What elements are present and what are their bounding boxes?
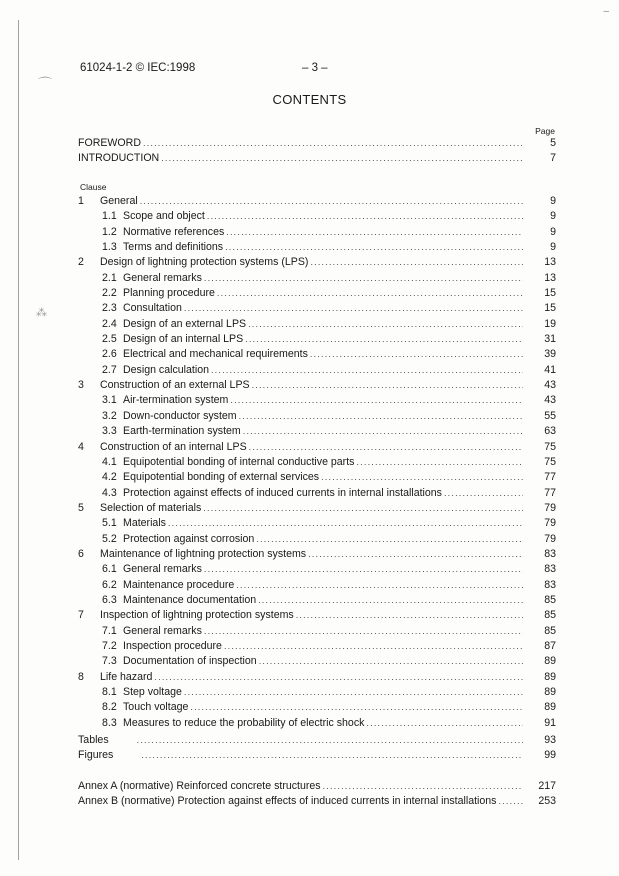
toc-entry-page: 99 <box>544 749 556 762</box>
toc-entry-figures[interactable] <box>78 748 556 763</box>
toc-entry-subclause[interactable] <box>78 639 556 654</box>
toc-entry-number: 4.3 <box>102 486 117 499</box>
toc-entry-page: 13 <box>544 271 556 284</box>
leader-dots <box>498 794 523 809</box>
toc-entry-subclause[interactable] <box>78 455 556 470</box>
toc-entry-number: 2.1 <box>102 271 117 284</box>
toc-entry-page: 91 <box>544 716 556 729</box>
toc-entry-number: 7.1 <box>102 624 117 637</box>
toc-entry-page: 7 <box>550 152 556 165</box>
toc-entry-number: 5.1 <box>102 517 117 530</box>
toc-entry-subclause[interactable] <box>78 393 556 408</box>
toc-entry-label: Touch voltage <box>123 701 189 714</box>
toc-entry-subclause[interactable] <box>78 240 556 255</box>
toc-entry-subclause[interactable] <box>78 685 556 700</box>
toc-entry-clause[interactable] <box>78 440 556 455</box>
toc-entry-page: 77 <box>544 471 556 484</box>
toc-entry-page: 13 <box>544 256 556 269</box>
toc-entry-page: 79 <box>544 532 556 545</box>
toc-entry-number: 3.3 <box>102 425 117 438</box>
toc-entry-label: Figures <box>78 749 114 762</box>
toc-entry-label: Down-conductor system <box>123 409 237 422</box>
toc-entry-page: 77 <box>544 486 556 499</box>
document-reference: 61024-1-2 © IEC:1998 <box>80 62 196 74</box>
leader-dots <box>204 624 523 639</box>
toc-entry-label: Earth-termination system <box>123 425 241 438</box>
toc-entry-page: 41 <box>544 363 556 376</box>
toc-entry-page: 9 <box>550 241 556 254</box>
leader-dots <box>224 639 523 654</box>
toc-entry-label: Step voltage <box>123 686 182 698</box>
toc-entry-label: Maintenance documentation <box>123 593 257 606</box>
toc-entry-subclause[interactable] <box>78 363 556 378</box>
leader-dots <box>239 409 523 424</box>
toc-entry-page: 9 <box>550 225 556 238</box>
toc-entry-label: Terms and definitions <box>123 241 224 254</box>
toc-entry-number: 2.5 <box>102 333 117 346</box>
leader-dots <box>308 547 523 562</box>
toc-entry-label: INTRODUCTION <box>78 152 160 165</box>
toc-entry-page: 85 <box>544 609 556 622</box>
toc-entry-clause[interactable] <box>78 608 556 623</box>
toc-entry-label: Electrical and mechanical requirements <box>123 348 308 361</box>
toc-entry-number: 4.2 <box>102 471 117 484</box>
toc-entry-annex-b[interactable] <box>78 794 556 809</box>
toc-entry-number: 1 <box>78 195 84 207</box>
leader-dots <box>256 532 523 547</box>
toc-entry-number: 8.3 <box>102 716 117 729</box>
toc-entry-number: 3.1 <box>102 394 117 407</box>
toc-entry-number: 2.2 <box>102 287 117 300</box>
toc-entry-label: Design of lightning protection systems (LPS) <box>100 256 309 269</box>
toc-entry-page: 55 <box>544 409 556 422</box>
toc-entry-subclause[interactable] <box>78 700 556 715</box>
toc-entry-label: Equipotential bonding of external services <box>123 471 320 484</box>
toc-entry-number: 1.3 <box>102 241 117 254</box>
toc-entry-subclause[interactable] <box>78 301 556 316</box>
leader-dots <box>137 733 523 748</box>
front-matter-list <box>78 136 556 167</box>
toc-entry-subclause[interactable] <box>78 593 556 608</box>
toc-entry-number: 6 <box>78 547 84 560</box>
toc-entry-label: Materials <box>123 517 166 530</box>
toc-entry-page: 15 <box>544 287 556 300</box>
toc-entry-label: Measures to reduce the probability of electric shock <box>123 716 365 729</box>
toc-entry-subclause[interactable] <box>78 271 556 286</box>
leader-dots <box>366 716 523 731</box>
leader-dots <box>204 562 523 577</box>
toc-entry-page: 85 <box>544 593 556 606</box>
toc-entry-label: Inspection of lightning protection systems <box>100 609 294 622</box>
toc-entry-label: Air-termination system <box>123 394 229 407</box>
toc-entry-subclause[interactable] <box>78 486 556 501</box>
toc-entry-page: 89 <box>544 670 556 683</box>
leader-dots <box>161 151 523 166</box>
toc-entry-label: Scope and object <box>123 210 205 223</box>
toc-entry-number: 5.2 <box>102 532 117 545</box>
toc-entry-page: 31 <box>544 333 556 346</box>
scan-blot-icon: ⁂ <box>36 307 47 319</box>
toc-entry-subclause[interactable] <box>78 409 556 424</box>
leader-dots <box>230 393 523 408</box>
toc-entry-clause[interactable] <box>78 255 556 270</box>
toc-entry-foreword[interactable] <box>78 136 556 151</box>
toc-entry-number: 2.7 <box>102 363 117 376</box>
toc-entry-subclause[interactable] <box>78 532 556 547</box>
scan-blot-icon: ⌒ <box>38 76 52 92</box>
toc-entry-page: 79 <box>544 517 556 530</box>
leader-dots <box>249 440 523 455</box>
toc-entry-page: 89 <box>544 655 556 668</box>
leader-dots <box>168 516 523 531</box>
toc-entry-page: 5 <box>550 137 556 149</box>
toc-entry-label: Annex A (normative) Reinforced concrete structures <box>78 780 321 792</box>
toc-entry-label: Design of an external LPS <box>123 317 247 330</box>
toc-entry-tables[interactable] <box>78 733 556 748</box>
toc-entry-subclause[interactable] <box>78 209 556 224</box>
leader-dots <box>243 424 523 439</box>
page-number: – 3 – <box>302 62 328 74</box>
toc-entry-page: 39 <box>544 348 556 361</box>
page-corner-mark: – <box>603 6 609 17</box>
toc-entry-subclause[interactable] <box>78 716 556 731</box>
leader-dots <box>226 225 523 240</box>
leader-dots <box>310 255 523 270</box>
toc-entry-label: Construction of an internal LPS <box>100 440 247 453</box>
leader-dots <box>207 209 523 224</box>
toc-entry-page: 253 <box>538 795 556 808</box>
toc-entry-page: 43 <box>544 394 556 407</box>
toc-entry-label: Construction of an external LPS <box>100 379 250 392</box>
toc-entry-number: 2 <box>78 256 84 269</box>
leader-dots <box>217 286 523 301</box>
toc-entry-page: 15 <box>544 302 556 315</box>
binding-edge-line <box>18 20 19 860</box>
toc-entry-label: General <box>100 195 138 207</box>
toc-entry-page: 79 <box>544 501 556 514</box>
toc-entry-number: 8.1 <box>102 686 117 698</box>
toc-entry-label: Normative references <box>123 225 225 238</box>
toc-entry-label: Maintenance of lightning protection systems <box>100 547 307 560</box>
leader-dots <box>204 271 523 286</box>
toc-entry-label: Planning procedure <box>123 287 215 300</box>
toc-entry-number: 3 <box>78 379 84 392</box>
toc-entry-subclause[interactable] <box>78 225 556 240</box>
toc-entry-label: Design calculation <box>123 363 209 376</box>
toc-entry-label: Protection against corrosion <box>123 532 255 545</box>
toc-entry-page: 75 <box>544 440 556 453</box>
toc-entry-number: 2.3 <box>102 302 117 315</box>
toc-entry-page: 217 <box>538 780 556 792</box>
toc-entry-page: 63 <box>544 425 556 438</box>
toc-entry-number: 6.2 <box>102 578 117 591</box>
leader-dots <box>211 363 523 378</box>
leader-dots <box>323 779 523 794</box>
leader-dots <box>444 486 523 501</box>
toc-entry-number: 1.1 <box>102 210 117 223</box>
toc-entry-label: Documentation of inspection <box>123 655 257 668</box>
leader-dots <box>356 455 523 470</box>
toc-entry-subclause[interactable] <box>78 654 556 669</box>
toc-entry-page: 9 <box>550 195 556 207</box>
toc-entry-page: 75 <box>544 455 556 468</box>
leader-dots <box>143 136 523 151</box>
page-title: CONTENTS <box>272 92 347 107</box>
leader-dots <box>259 654 523 669</box>
toc-entry-subclause[interactable] <box>78 286 556 301</box>
clause-list <box>78 194 556 731</box>
toc-entry-number: 2.6 <box>102 348 117 361</box>
toc-entry-number: 7.3 <box>102 655 117 668</box>
toc-entry-label: Life hazard <box>100 670 153 683</box>
toc-entry-number: 3.2 <box>102 409 117 422</box>
leader-dots <box>296 608 523 623</box>
toc-entry-subclause[interactable] <box>78 624 556 639</box>
toc-entry-label: General remarks <box>123 563 202 576</box>
leader-dots <box>236 578 523 593</box>
toc-entry-number: 2.4 <box>102 317 117 330</box>
toc-entry-subclause[interactable] <box>78 317 556 332</box>
toc-entry-subclause[interactable] <box>78 424 556 439</box>
toc-entry-label: Consultation <box>123 302 182 315</box>
leader-dots <box>310 347 523 362</box>
toc-entry-clause[interactable] <box>78 194 556 209</box>
toc-entry-page: 89 <box>544 686 556 698</box>
toc-entry-number: 7.2 <box>102 639 117 652</box>
leader-dots <box>245 332 523 347</box>
toc-entry-clause[interactable] <box>78 547 556 562</box>
toc-entry-label: Selection of materials <box>100 501 202 514</box>
toc-entry-page: 83 <box>544 578 556 591</box>
toc-entry-subclause[interactable] <box>78 516 556 531</box>
toc-entry-page: 93 <box>544 734 556 746</box>
toc-entry-page: 85 <box>544 624 556 637</box>
toc-entry-label: Equipotential bonding of internal conductive parts <box>123 455 355 468</box>
toc-entry-clause[interactable] <box>78 501 556 516</box>
leader-dots <box>141 748 523 763</box>
leader-dots <box>248 317 523 332</box>
page-column-label: Page <box>535 126 555 136</box>
toc-entry-number: 4 <box>78 440 84 453</box>
toc-entry-page: 89 <box>544 701 556 714</box>
leader-dots <box>184 301 523 316</box>
toc-entry-clause[interactable] <box>78 670 556 685</box>
toc-entry-label: Maintenance procedure <box>123 578 235 591</box>
annex-list <box>78 779 556 810</box>
leader-dots <box>190 700 523 715</box>
leader-dots <box>321 470 523 485</box>
toc-entry-number: 6.1 <box>102 563 117 576</box>
toc-entry-subclause[interactable] <box>78 332 556 347</box>
toc-entry-label: Design of an internal LPS <box>123 333 244 346</box>
toc-entry-page: 9 <box>550 210 556 223</box>
toc-entry-number: 4.1 <box>102 455 117 468</box>
toc-entry-subclause[interactable] <box>78 347 556 362</box>
toc-entry-page: 87 <box>544 639 556 652</box>
leader-dots <box>225 240 523 255</box>
lists-of-items <box>78 733 556 764</box>
toc-entry-introduction[interactable] <box>78 151 556 166</box>
toc-entry-label: FOREWORD <box>78 137 141 149</box>
leader-dots <box>140 194 523 209</box>
toc-entry-label: Protection against effects of induced currents in internal installations <box>123 486 442 499</box>
toc-entry-label: Annex B (normative) Protection against effects of induced currents in internal installations <box>78 795 497 808</box>
toc-entry-number: 6.3 <box>102 593 117 606</box>
toc-entry-page: 19 <box>544 317 556 330</box>
toc-entry-number: 5 <box>78 501 84 514</box>
toc-entry-label: General remarks <box>123 271 202 284</box>
leader-dots <box>252 378 523 393</box>
toc-entry-annex-a[interactable] <box>78 779 556 794</box>
toc-entry-page: 83 <box>544 563 556 576</box>
leader-dots <box>203 501 523 516</box>
toc-entry-subclause[interactable] <box>78 562 556 577</box>
toc-entry-number: 1.2 <box>102 225 117 238</box>
toc-entry-subclause[interactable] <box>78 470 556 485</box>
leader-dots <box>258 593 523 608</box>
toc-entry-number: 8.2 <box>102 701 117 714</box>
toc-entry-subclause[interactable] <box>78 578 556 593</box>
toc-entry-page: 43 <box>544 379 556 392</box>
toc-entry-number: 8 <box>78 670 84 683</box>
toc-entry-number: 7 <box>78 609 84 622</box>
toc-entry-page: 83 <box>544 547 556 560</box>
toc-entry-label: Tables <box>78 734 109 746</box>
clause-column-label: Clause <box>80 182 107 192</box>
leader-dots <box>184 685 523 700</box>
toc-entry-label: Inspection procedure <box>123 639 222 652</box>
toc-entry-clause[interactable] <box>78 378 556 393</box>
toc-entry-label: General remarks <box>123 624 202 637</box>
leader-dots <box>154 670 523 685</box>
